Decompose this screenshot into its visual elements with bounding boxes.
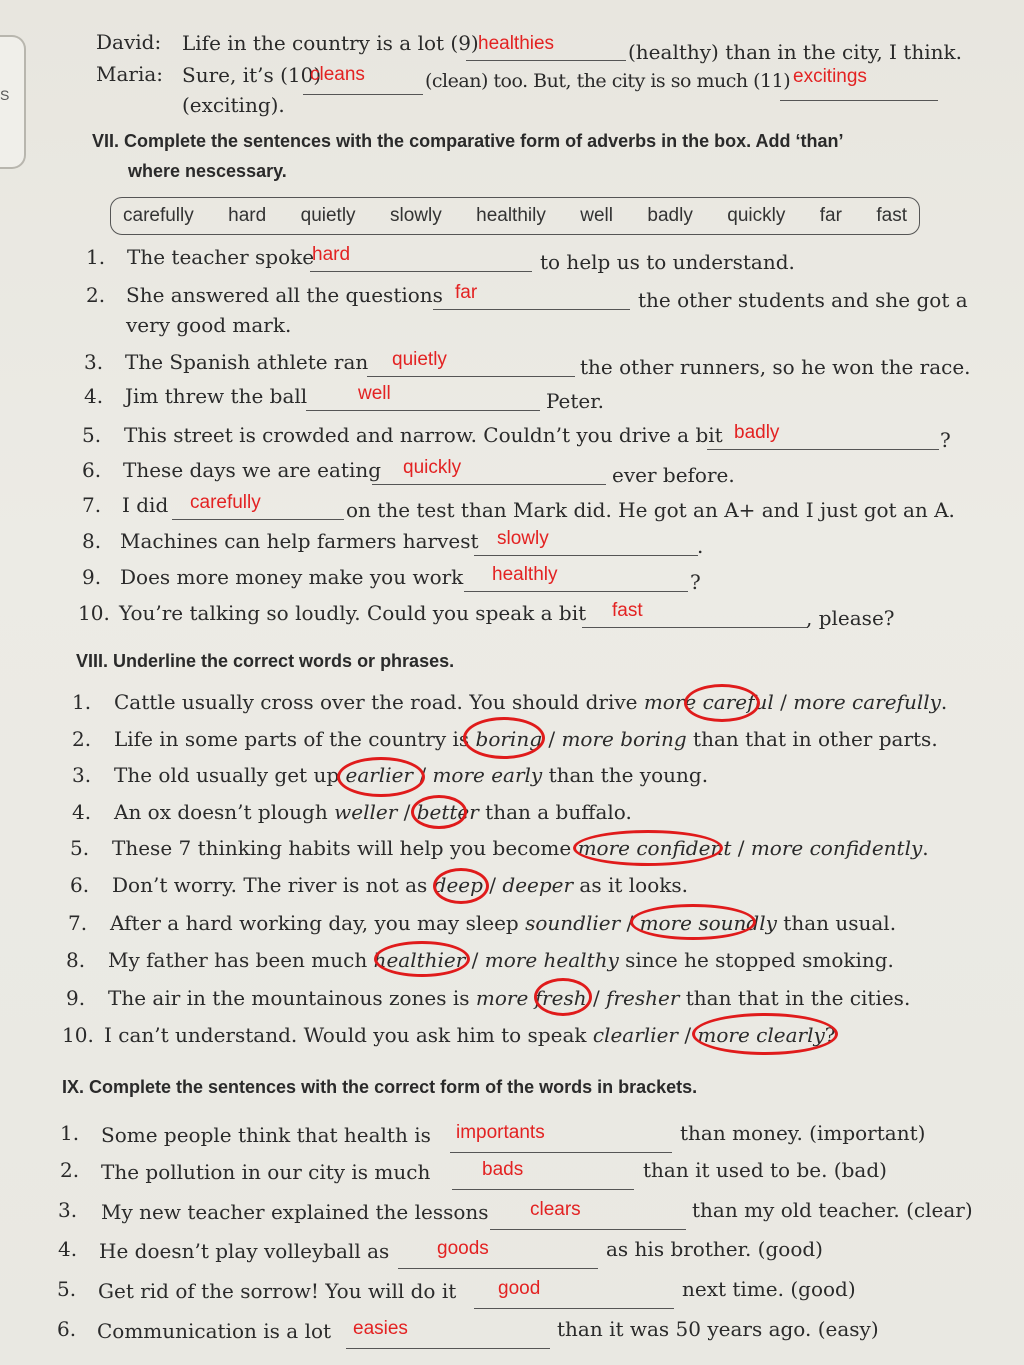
word-box-item: well — [580, 205, 613, 226]
sentence-text: He doesn’t play volleyball as — [99, 1239, 390, 1263]
sentence-end: the other students and she got a — [638, 288, 968, 312]
answer-circle — [433, 868, 489, 904]
item-number: 2. — [72, 727, 92, 751]
answer-handwritten[interactable]: quietly — [392, 349, 447, 370]
sentence-text: You’re talking so loudly. Could you speak a bit — [119, 601, 587, 625]
answer-handwritten[interactable]: quickly — [403, 457, 462, 478]
answer-handwritten[interactable]: healthly — [492, 564, 558, 585]
option-separator: / — [586, 986, 607, 1010]
sentence-text: Don’t worry. The river is not as — [112, 873, 434, 897]
sentence-text: My father has been much — [108, 948, 374, 972]
option-b[interactable]: more clearly — [697, 1023, 825, 1047]
sentence-end: ? — [824, 1023, 836, 1047]
dialogue-maria-text: Sure, it’s (10) — [182, 63, 322, 87]
sentence-row — [114, 690, 947, 714]
option-b[interactable]: more soundly — [639, 911, 777, 935]
sentence-end: to help us to understand. — [540, 250, 795, 274]
word-box-item: badly — [647, 205, 693, 226]
option-separator: / — [620, 911, 640, 935]
sentence-text: Some people think that health is — [101, 1123, 431, 1147]
answer-handwritten[interactable]: hard — [312, 244, 351, 265]
answer-circle — [337, 757, 425, 797]
sentence-row — [108, 948, 894, 972]
option-separator: / — [482, 873, 503, 897]
option-separator: / — [465, 948, 485, 972]
section-7-title-cont: where nescessary. — [128, 161, 287, 181]
word-box — [110, 197, 920, 235]
sentence-end: than my old teacher. (clear) — [692, 1198, 973, 1222]
answer-circle — [374, 941, 470, 977]
answer-circle — [684, 684, 760, 722]
answer-handwritten[interactable]: importants — [456, 1122, 545, 1143]
option-separator: / — [731, 836, 751, 860]
sentence-end: . — [922, 836, 929, 860]
item-number: 4. — [58, 1237, 78, 1261]
sentence-text: Does more money make you work — [120, 565, 464, 589]
dialogue-maria-speaker: Maria: — [96, 62, 164, 86]
sentence-end: since he stopped smoking. — [618, 948, 894, 972]
item-number: 2. — [86, 283, 106, 307]
sentence-text: Life in some parts of the country is — [114, 727, 476, 751]
word-box-item: hard — [228, 205, 267, 226]
sentence-text: very good mark. — [126, 313, 292, 337]
sentence-text: She answered all the questions — [126, 283, 443, 307]
answer-11[interactable]: excitings — [793, 66, 867, 87]
sentence-end: than money. (important) — [680, 1121, 926, 1145]
answer-circle — [573, 830, 723, 866]
answer-circle — [411, 795, 467, 829]
option-a[interactable]: clearlier — [592, 1023, 678, 1047]
word-box-item: far — [819, 205, 842, 226]
item-number: 1. — [72, 690, 92, 714]
option-b[interactable]: more confidently — [750, 836, 923, 860]
item-number: 8. — [82, 529, 102, 553]
sentence-end: . — [940, 690, 948, 714]
item-number: 7. — [68, 911, 88, 935]
dialogue-david-end: (healthy) than in the city, I think. — [628, 40, 962, 64]
sentence-text: The air in the mountainous zones is — [108, 986, 476, 1010]
answer-handwritten[interactable]: clears — [530, 1199, 581, 1220]
option-b[interactable]: better — [416, 800, 479, 824]
sentence-text: These 7 thinking habits will help you become — [112, 836, 578, 860]
sentence-end: , please? — [806, 606, 895, 630]
sentence-end: the other runners, so he won the race. — [580, 355, 971, 379]
sentence-text: I can’t understand. Would you ask him to speak — [104, 1023, 593, 1047]
item-number: 6. — [57, 1317, 77, 1341]
item-number: 7. — [82, 493, 102, 517]
option-b[interactable]: deeper — [502, 873, 574, 897]
answer-circle — [463, 717, 545, 759]
answer-handwritten[interactable]: well — [358, 383, 391, 404]
answer-circle — [534, 978, 592, 1016]
answer-9[interactable]: healthies — [478, 33, 555, 54]
option-separator: / — [413, 763, 433, 787]
word-box-item: fast — [876, 205, 907, 226]
option-b[interactable]: more healthy — [484, 948, 619, 972]
sentence-end: as his brother. (good) — [606, 1237, 823, 1261]
item-number: 10. — [78, 601, 110, 625]
sentence-text: Get rid of the sorrow! You will do it — [98, 1279, 457, 1303]
item-number: 5. — [82, 423, 102, 447]
answer-circle — [630, 904, 756, 940]
answer-handwritten[interactable]: bads — [482, 1159, 524, 1180]
side-tab-label: S — [0, 87, 10, 103]
word-box-item: quietly — [300, 205, 356, 226]
item-number: 1. — [86, 245, 106, 269]
word-box-item: healthily — [476, 205, 546, 226]
answer-10[interactable]: cleans — [310, 64, 365, 85]
sentence-end: ? — [690, 570, 701, 594]
option-a[interactable]: soundlier — [525, 911, 621, 935]
sentence-row — [114, 800, 632, 824]
item-number: 5. — [57, 1277, 77, 1301]
sentence-text: My new teacher explained the lessons — [101, 1200, 489, 1224]
item-number: 3. — [84, 350, 104, 374]
answer-handwritten[interactable]: goods — [437, 1238, 489, 1259]
option-b[interactable]: more carefully — [793, 690, 941, 714]
sentence-text: After a hard working day, you may sleep — [110, 911, 526, 935]
option-separator: / — [773, 690, 794, 714]
sentence-text: An ox doesn’t plough — [114, 800, 335, 824]
answer-handwritten[interactable]: far — [455, 282, 478, 303]
sentence-end: as it looks. — [573, 873, 688, 897]
answer-blank — [398, 1250, 598, 1269]
answer-handwritten[interactable]: easies — [353, 1318, 408, 1339]
item-number: 3. — [72, 763, 92, 787]
section-8-title: VIII. Underline the correct words or phrases. — [76, 651, 455, 671]
sentence-end: than usual. — [776, 911, 897, 935]
sentence-text: Jim threw the ball — [125, 384, 308, 408]
sentence-end: on the test than Mark did. He got an A+ and I just got an A. — [346, 498, 955, 522]
answer-blank — [306, 392, 540, 411]
sentence-end: Peter. — [546, 389, 604, 413]
answer-circle — [692, 1013, 838, 1055]
sentence-row — [108, 986, 910, 1010]
dialogue-maria-mid: (clean) too. But, the city is so much (11) — [425, 70, 791, 92]
sentence-text: Communication is a lot — [97, 1319, 332, 1343]
item-number: 6. — [70, 873, 90, 897]
sentence-text: The old usually get up — [114, 763, 346, 787]
option-b[interactable]: more early — [432, 763, 543, 787]
dialogue-david-text: Life in the country is a lot (9) — [182, 31, 479, 55]
option-a[interactable]: more careful — [643, 690, 774, 714]
sentence-end: than the young. — [542, 763, 709, 787]
option-b[interactable]: fresher — [606, 986, 680, 1010]
answer-handwritten[interactable]: slowly — [497, 528, 549, 549]
answer-handwritten[interactable]: badly — [734, 422, 780, 443]
option-a[interactable]: earlier — [345, 763, 413, 787]
word-box-item: quickly — [727, 205, 786, 226]
sentence-text: This street is crowded and narrow. Couldn’t you drive a bit — [124, 423, 723, 447]
section-9-title: IX. Complete the sentences with the correct form of the words in brackets. — [62, 1077, 698, 1097]
option-separator: / — [677, 1023, 698, 1047]
sentence-end: ever before. — [612, 463, 735, 487]
option-a[interactable]: healthier — [373, 948, 466, 972]
word-box-item: carefully — [123, 205, 194, 226]
item-number: 8. — [66, 948, 86, 972]
sentence-end: than that in the cities. — [679, 986, 911, 1010]
dialogue-maria-end: (exciting). — [182, 93, 285, 117]
option-a[interactable]: deep — [433, 873, 483, 897]
option-a[interactable]: weller — [334, 800, 398, 824]
sentence-text: The teacher spoke — [127, 245, 315, 269]
sentence-text: Machines can help farmers harvest — [120, 529, 479, 553]
option-separator: / — [397, 800, 417, 824]
sentence-row — [112, 836, 929, 860]
item-number: 5. — [70, 836, 90, 860]
sentence-row — [110, 911, 896, 935]
item-number: 6. — [82, 458, 102, 482]
item-number: 10. — [62, 1023, 94, 1047]
dialogue-david-speaker: David: — [96, 30, 162, 54]
item-number: 3. — [58, 1198, 78, 1222]
item-number: 1. — [60, 1121, 80, 1145]
item-number: 4. — [84, 384, 104, 408]
option-a[interactable]: boring — [475, 727, 542, 751]
sentence-end: ? — [940, 428, 951, 452]
item-number: 9. — [66, 986, 86, 1010]
option-a[interactable]: more confident — [577, 836, 732, 860]
sentence-end: than that in other parts. — [686, 727, 938, 751]
item-number: 2. — [60, 1158, 80, 1182]
sentence-text: These days we are eating — [123, 458, 382, 482]
answer-handwritten[interactable]: fast — [612, 600, 643, 621]
answer-handwritten[interactable]: carefully — [190, 492, 261, 513]
answer-handwritten[interactable]: good — [498, 1278, 541, 1299]
sentence-row — [112, 873, 688, 897]
answer-blank — [490, 1211, 686, 1230]
sentence-text: I did — [122, 493, 169, 517]
section-7-title: VII. Complete the sentences with the comparative form of adverbs in the box. Add ‘than’ — [92, 131, 844, 151]
item-number: 4. — [72, 800, 92, 824]
side-tab — [0, 35, 26, 169]
sentence-end: next time. (good) — [682, 1277, 856, 1301]
sentence-end: . — [697, 534, 704, 558]
answer-blank — [452, 1171, 634, 1190]
sentence-end: than it used to be. (bad) — [643, 1158, 887, 1182]
sentence-end: than it was 50 years ago. (easy) — [557, 1317, 879, 1341]
sentence-text: The Spanish athlete ran — [125, 350, 369, 374]
option-b[interactable]: more boring — [561, 727, 687, 751]
sentence-text: The pollution in our city is much — [101, 1160, 431, 1184]
word-box-item: slowly — [389, 205, 442, 226]
sentence-end: than a buffalo. — [478, 800, 632, 824]
sentence-text: Cattle usually cross over the road. You should drive — [114, 690, 644, 714]
option-separator: / — [542, 727, 562, 751]
option-a[interactable]: more fresh — [475, 986, 587, 1010]
item-number: 9. — [82, 565, 102, 589]
